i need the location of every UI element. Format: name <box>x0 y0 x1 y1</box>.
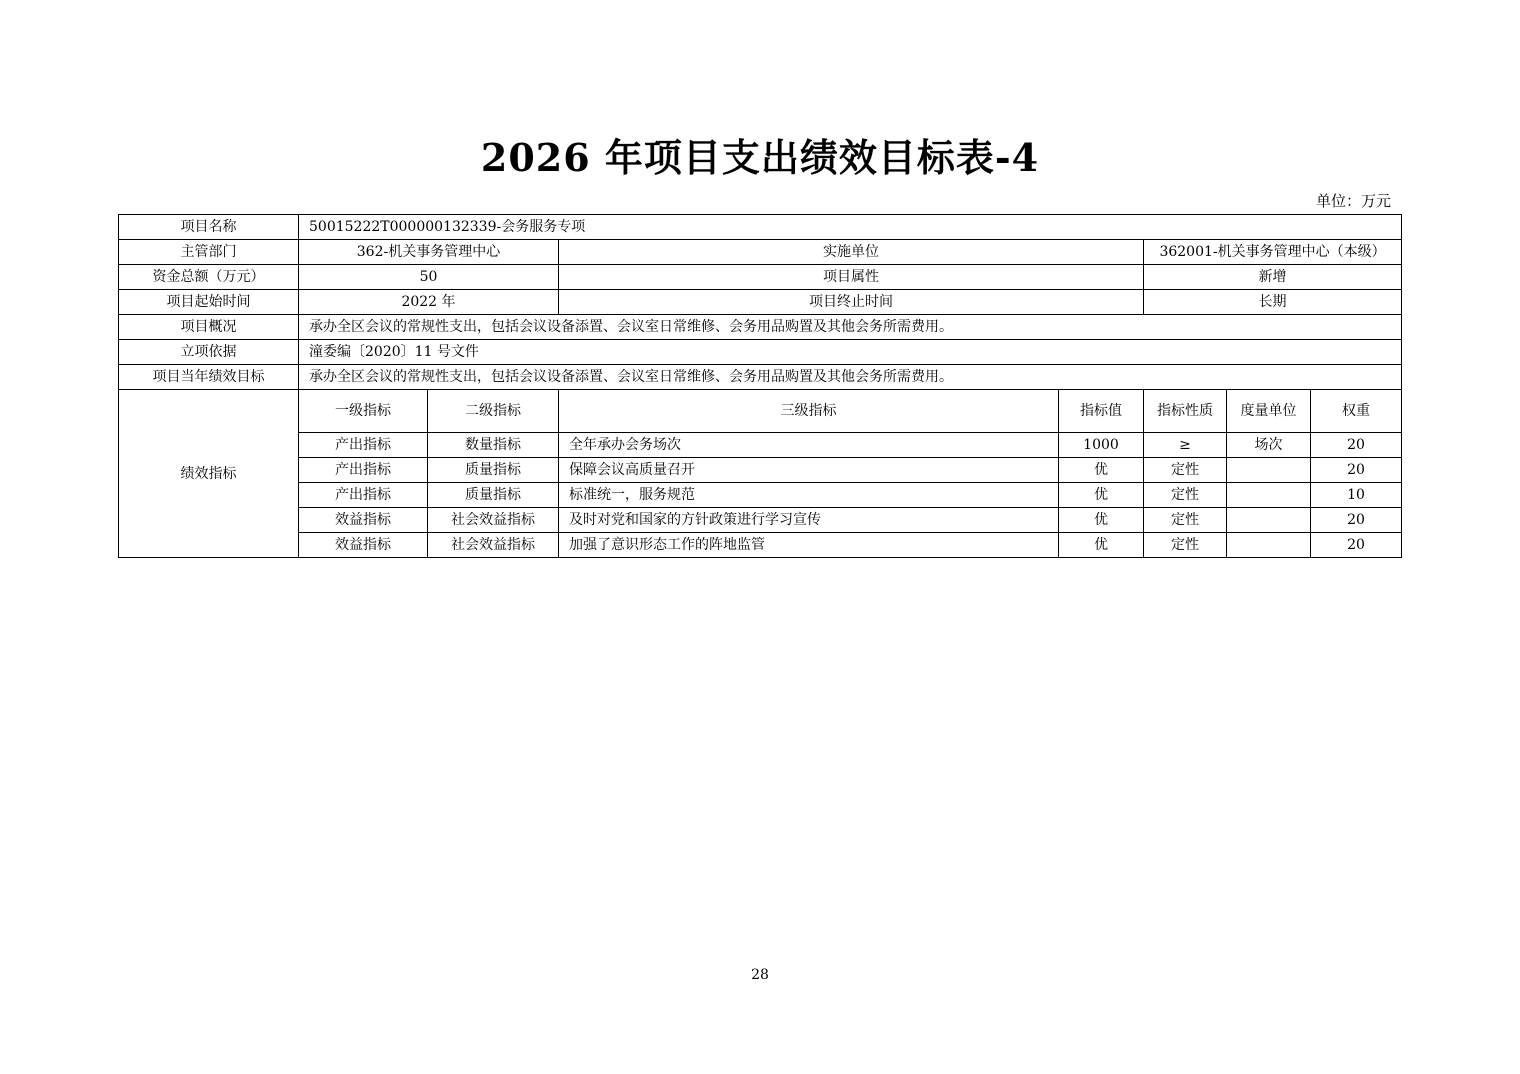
indicator-level2: 质量指标 <box>428 458 559 483</box>
indicator-level3: 加强了意识形态工作的阵地监管 <box>559 533 1059 558</box>
indicator-nature: 定性 <box>1144 483 1227 508</box>
fund-total-label: 资金总额（万元） <box>119 265 299 290</box>
table-row <box>119 433 1402 458</box>
page-number: 28 <box>751 967 769 983</box>
annual-goal-value: 承办全区会议的常规性支出，包括会议设备添置、会议室日常维修、会务用品购置及其他会务所需费用。 <box>299 365 1402 390</box>
indicator-unit <box>1227 508 1311 533</box>
row-annual-goal <box>119 365 1402 390</box>
row-project-name <box>119 215 1402 240</box>
indicator-unit: 场次 <box>1227 433 1311 458</box>
annual-goal-label: 项目当年绩效目标 <box>119 365 299 390</box>
table-row <box>119 508 1402 533</box>
header-level3: 三级指标 <box>559 390 1059 433</box>
header-unit: 度量单位 <box>1227 390 1311 433</box>
indicator-nature: 定性 <box>1144 458 1227 483</box>
indicator-unit <box>1227 533 1311 558</box>
indicator-level3: 保障会议高质量召开 <box>559 458 1059 483</box>
indicators-section-label: 绩效指标 <box>119 390 299 558</box>
table-row <box>119 533 1402 558</box>
indicator-weight: 20 <box>1311 508 1402 533</box>
indicator-level3: 及时对党和国家的方针政策进行学习宣传 <box>559 508 1059 533</box>
header-level1: 一级指标 <box>299 390 428 433</box>
indicator-value: 优 <box>1059 508 1144 533</box>
indicator-value: 1000 <box>1059 433 1144 458</box>
row-period <box>119 290 1402 315</box>
indicator-level1: 产出指标 <box>299 483 428 508</box>
indicator-level1: 效益指标 <box>299 533 428 558</box>
indicator-unit <box>1227 458 1311 483</box>
row-fund <box>119 265 1402 290</box>
indicator-level1: 效益指标 <box>299 508 428 533</box>
start-time-label: 项目起始时间 <box>119 290 299 315</box>
unit-label: 单位：万元 <box>1315 192 1391 210</box>
project-attribute-label: 项目属性 <box>559 265 1144 290</box>
indicator-nature: ≥ <box>1144 433 1227 458</box>
basis-value: 潼委编〔2020〕11 号文件 <box>299 340 1402 365</box>
indicator-value: 优 <box>1059 533 1144 558</box>
implementing-unit-value: 362001-机关事务管理中心（本级） <box>1144 240 1402 265</box>
row-department <box>119 240 1402 265</box>
indicator-level1: 产出指标 <box>299 458 428 483</box>
basis-label: 立项依据 <box>119 340 299 365</box>
implementing-unit-label: 实施单位 <box>559 240 1144 265</box>
start-time-value: 2022 年 <box>299 290 559 315</box>
end-time-label: 项目终止时间 <box>559 290 1144 315</box>
end-time-value: 长期 <box>1144 290 1402 315</box>
overview-label: 项目概况 <box>119 315 299 340</box>
indicator-level3: 标准统一，服务规范 <box>559 483 1059 508</box>
indicator-level2: 社会效益指标 <box>428 533 559 558</box>
indicator-value: 优 <box>1059 458 1144 483</box>
overview-value: 承办全区会议的常规性支出，包括会议设备添置、会议室日常维修、会务用品购置及其他会务所需费用。 <box>299 315 1402 340</box>
row-basis <box>119 340 1402 365</box>
indicator-weight: 20 <box>1311 433 1402 458</box>
table-row <box>119 458 1402 483</box>
indicator-header-row <box>119 390 1402 433</box>
indicator-level2: 社会效益指标 <box>428 508 559 533</box>
page-title: 2026 年项目支出绩效目标表-4 <box>480 135 1040 180</box>
indicator-weight: 20 <box>1311 533 1402 558</box>
indicator-level2: 数量指标 <box>428 433 559 458</box>
indicator-value: 优 <box>1059 483 1144 508</box>
indicator-nature: 定性 <box>1144 508 1227 533</box>
header-weight: 权重 <box>1311 390 1402 433</box>
indicator-unit <box>1227 483 1311 508</box>
table-row <box>119 483 1402 508</box>
header-nature: 指标性质 <box>1144 390 1227 433</box>
project-name-label: 项目名称 <box>119 215 299 240</box>
indicator-level3: 全年承办会务场次 <box>559 433 1059 458</box>
indicator-nature: 定性 <box>1144 533 1227 558</box>
indicator-weight: 10 <box>1311 483 1402 508</box>
fund-total-value: 50 <box>299 265 559 290</box>
row-overview <box>119 315 1402 340</box>
performance-target-table <box>118 214 1402 558</box>
project-name-value: 50015222T000000132339-会务服务专项 <box>299 215 1402 240</box>
indicator-level2: 质量指标 <box>428 483 559 508</box>
project-attribute-value: 新增 <box>1144 265 1402 290</box>
header-level2: 二级指标 <box>428 390 559 433</box>
indicator-weight: 20 <box>1311 458 1402 483</box>
department-label: 主管部门 <box>119 240 299 265</box>
header-value: 指标值 <box>1059 390 1144 433</box>
department-value: 362-机关事务管理中心 <box>299 240 559 265</box>
indicator-level1: 产出指标 <box>299 433 428 458</box>
